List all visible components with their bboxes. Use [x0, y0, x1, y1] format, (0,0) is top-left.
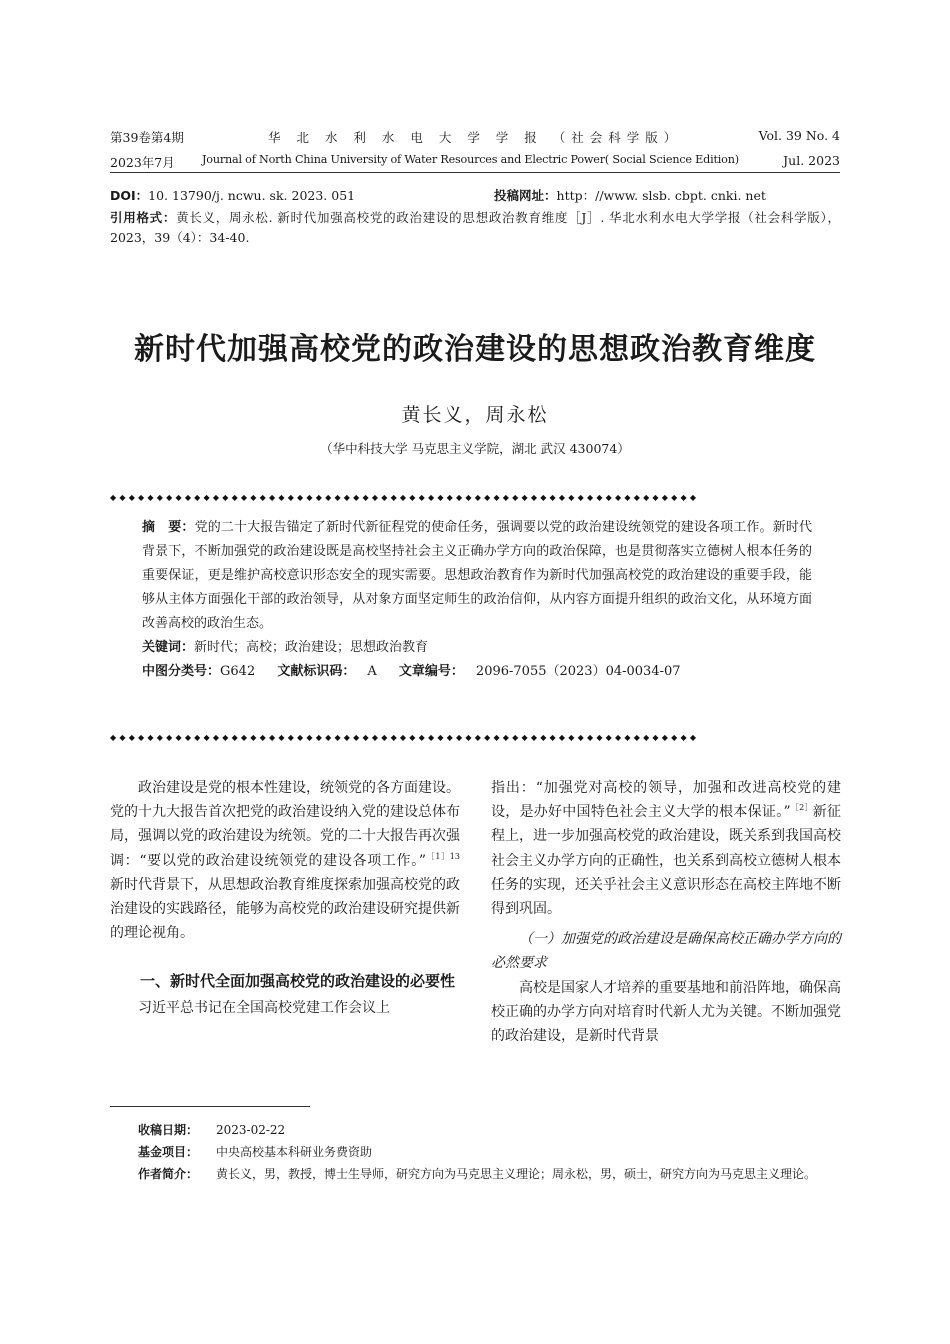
classification-line [142, 660, 812, 684]
header-volume: 第39卷第4期 [110, 130, 184, 145]
citation-ref-2: ［2］ [790, 803, 813, 813]
section-heading-1: 一、新时代全面加强高校党的政治建设的必要性 [140, 972, 456, 991]
article-no-value: 2096-7055（2023）04-0034-07 [475, 664, 681, 679]
footnote-fund [138, 1141, 842, 1163]
continued-text-a: 指出：“加强党对高校的领导，加强和改进高校党的建设，是办好中国特色社会主义大学的根本保证。” [491, 780, 841, 821]
author-label: 作者简介： [138, 1167, 199, 1181]
continued-text-b: 新征程上，进一步加强高校党的政治建设，既关系到我国高校社会主义办学方向的正确性，也关系到高校立德树人根本任务的实现，还关乎社会主义意识形态在高校主阵地不断得到巩固。 [491, 804, 842, 918]
section1-paragraph: 习近平总书记在全国高校党建工作会议上 [138, 1000, 390, 1017]
authors: 黄长义，周永松 [401, 404, 549, 426]
doc-code-value: A [367, 664, 377, 679]
subsection-heading-1: （一）加强党的政治建设是确保高校正确办学方向的必然要求 [491, 931, 841, 972]
submit-label: 投稿网址： [494, 188, 557, 203]
abstract-text: 党的二十大报告锚定了新时代新征程党的使命任务，强调要以党的政治建设统领党的建设各项工作。新时代背景下，不断加强党的政治建设既是高校坚持社会主义正确办学方向的政治保障，也是贯彻落实立德树人根本任务的重要保证，更是维护高校意识形态安全的现实需要。思想政治教育作为新时代加强高校党的政治建设的重要手段，能够从主体方面强化干部的政治领导，从对象方面坚定师生的政治信仰，从内容方面提升组织的政治文化，从环境方面改善高校的政治生态。 [142, 520, 812, 631]
doi-value: 10. 13790/j. ncwu. sk. 2023. 051 [148, 188, 356, 203]
fund-value: 中央高校基本科研业务费资助 [216, 1145, 373, 1159]
diamond-divider-bottom: ◆◆◆◆◆◆◆◆◆◆◆◆◆◆◆◆◆◆◆◆◆◆◆◆◆◆◆◆◆◆◆◆◆◆◆◆◆◆◆◆◆◆◆◆◆◆◆◆◆◆◆◆◆◆◆◆◆◆◆◆◆◆◆ [110, 733, 700, 742]
citation [110, 208, 840, 248]
continued-paragraph [491, 776, 841, 921]
received-label: 收稿日期： [138, 1123, 199, 1137]
header-date-en: Jul. 2023 [783, 153, 840, 168]
intro-text-b: 新时代背景下，从思想政治教育维度探索加强高校党的政治建设的实践路径，能够为高校党的政治建设研究提供新的理论视角。 [110, 876, 460, 942]
citation-ref-1: ［1］13 [426, 851, 460, 861]
header-rule [110, 172, 840, 173]
received-date: 2023-02-22 [216, 1123, 286, 1137]
footnotes [138, 1119, 842, 1185]
article-title: 新时代加强高校党的政治建设的思想政治教育维度 [134, 332, 816, 367]
header-journal-en: Journal of North China University of Water Resources and Electric Power( Social Science Edition) [202, 153, 739, 166]
article-no-label: 文章编号： [398, 664, 464, 679]
citation-label: 引用格式： [110, 210, 177, 225]
submit-url[interactable]: http：//www. slsb. cbpt. cnki. net [556, 188, 766, 203]
left-column [110, 776, 460, 1021]
clc-value: G642 [220, 664, 256, 679]
intro-text-a: 政治建设是党的根本性建设，统领党的各方面建设。党的十九大报告首次把党的政治建设纳入党的建设总体布局，强调以党的政治建设为统领。党的二十大报告再次强调：“要以党的政治建设统领党的建设各项工作。” [110, 780, 460, 869]
abstract-block [142, 516, 812, 684]
intro-paragraph [110, 776, 460, 945]
clc-label: 中图分类号： [142, 664, 221, 679]
header-journal-title: 华 北 水 利 水 电 大 学 学 报 （社会科学版） [268, 130, 683, 145]
doi-label: DOI： [110, 188, 149, 203]
affiliation: （华中科技大学 马克思主义学院，湖北 武汉 430074） [320, 441, 630, 456]
footnote-author [138, 1163, 842, 1185]
header-date: 2023年7月 [110, 155, 175, 170]
header-volume-en: Vol. 39 No. 4 [758, 128, 840, 143]
author-bio: 黄长义，男，教授，博士生导师，研究方向为马克思主义理论；周永松，男，硕士，研究方向为马克思主义理论。 [216, 1167, 817, 1181]
diamond-divider-top: ◆◆◆◆◆◆◆◆◆◆◆◆◆◆◆◆◆◆◆◆◆◆◆◆◆◆◆◆◆◆◆◆◆◆◆◆◆◆◆◆◆◆◆◆◆◆◆◆◆◆◆◆◆◆◆◆◆◆◆◆◆◆◆ [110, 493, 700, 502]
doc-code-label: 文献标识码： [277, 664, 356, 679]
submit-line [494, 186, 766, 206]
abstract [142, 516, 812, 636]
abstract-label: 摘 要： [142, 520, 195, 535]
footnote-received [138, 1119, 842, 1141]
right-column [491, 776, 841, 1048]
footnote-rule [110, 1106, 310, 1107]
citation-text: 黄长义，周永松. 新时代加强高校党的政治建设的思想政治教育维度［J］. 华北水利水电大学学报（社会科学版），2023，39（4）：34-40. [110, 210, 840, 245]
keywords [142, 636, 812, 660]
subsection1-paragraph: 高校是国家人才培养的重要基地和前沿阵地，确保高校正确的办学方向对培育时代新人尤为关键。不断加强党的政治建设，是新时代背景 [491, 979, 841, 1045]
keywords-label: 关键词： [142, 640, 195, 655]
fund-label: 基金项目： [138, 1145, 199, 1159]
keywords-text: 新时代；高校；政治建设；思想政治教育 [194, 640, 429, 655]
doi-line [110, 186, 355, 206]
